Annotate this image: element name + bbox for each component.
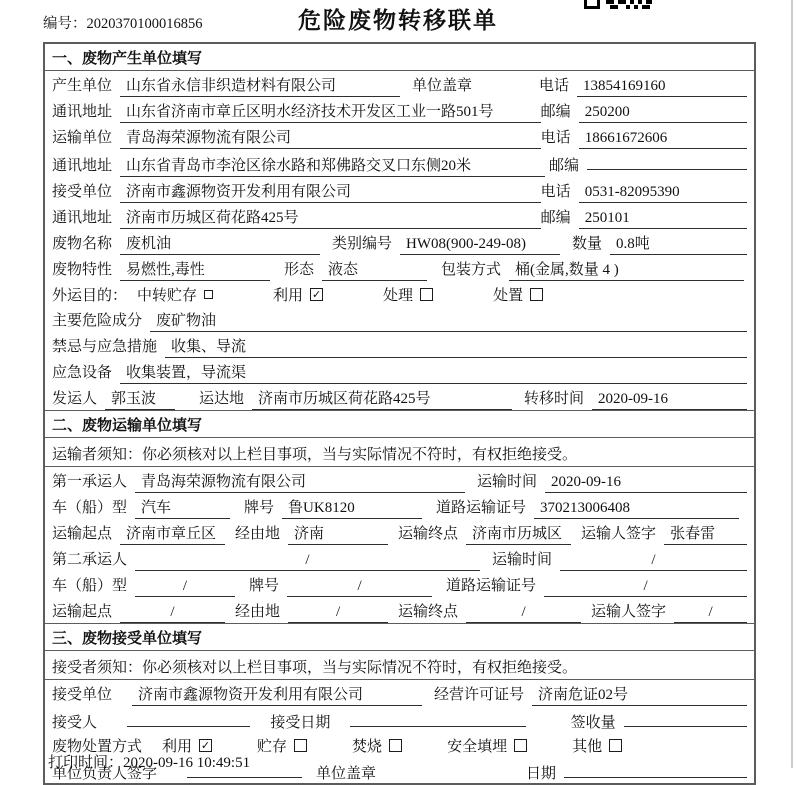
receiver-notice [45,651,754,680]
producer-zip-value: 250200 [579,104,747,123]
receiver-value: 济南市鑫源物资开发利用有限公司 [120,180,541,203]
carrier-sign-label: 运输人签字 [591,604,667,620]
zip-label: 邮编 [540,210,571,226]
license-value: 济南危证02号 [532,683,747,706]
phone-label: 电话 [538,78,569,94]
section1-heading: 一、废物产生单位填写 [45,44,754,71]
quantity-label: 数量 [572,236,603,252]
via-label: 经由地 [235,526,281,542]
serial-label: 编号： [43,16,87,32]
transfer-time-label: 转移时间 [524,391,585,407]
plate2-value: / [287,578,432,597]
equipment-value: 收集装置，导流渠 [120,361,747,384]
equipment-label: 应急设备 [52,365,113,381]
receiver-label: 接受单位 [52,184,113,200]
origin2-value: / [120,604,225,623]
section-producer [45,44,754,410]
shipper-label: 发运人 [52,391,98,407]
purpose-option-transfer-storage [137,284,213,305]
checkbox-utilize: ✓ [311,288,322,301]
receiving-date-value [350,709,525,727]
plate-label: 牌号 [244,500,275,516]
receiver-address-value: 济南市历城区荷花路425号 [120,206,541,229]
option-label: 中转贮存 [137,288,198,304]
purpose-option-dispose [493,284,543,305]
transfer-time-value: 2020-09-16 [592,391,747,410]
form-row [45,281,754,306]
section-transporter [45,410,754,623]
sign2-value: / [674,604,747,623]
signed-amount-label: 签收量 [570,715,616,731]
address-label: 通讯地址 [52,210,113,226]
endpoint2-value: / [466,604,581,623]
manifest-form [43,42,756,785]
checkbox-other [609,739,622,752]
carrier2-label: 第二承运人 [52,552,128,568]
destination-label: 运达地 [199,391,245,407]
form-row [45,384,754,410]
origin-label: 运输起点 [52,604,113,620]
traits-label: 废物特性 [52,262,113,278]
taboo-value: 收集、导流 [165,335,747,358]
receiver-zip-value: 250101 [579,210,747,229]
plate-label: 牌号 [249,578,280,594]
section2-heading: 二、废物运输单位填写 [45,410,754,438]
form-row [45,597,754,623]
traits-value: 易燃性,毒性 [120,258,270,281]
form-row [45,467,754,493]
producer-phone-value: 13854169160 [577,78,747,97]
transport-time-label: 运输时间 [492,552,553,568]
checkbox-transfer-storage [204,290,213,299]
carrier-sign-label: 运输人签字 [581,526,657,542]
packing-label: 包装方式 [441,262,502,278]
document-title: 危险废物转移联单 [298,7,498,33]
checkbox-incinerate [389,739,402,752]
quantity-value: 0.8吨 [610,232,747,255]
category-value: HW08(900-249-08) [400,236,560,255]
producer-label: 产生单位 [52,78,113,94]
option-label: 其他 [572,739,603,755]
license-label: 经营许可证号 [434,687,525,703]
form-row [45,519,754,545]
checkbox-landfill [514,739,527,752]
transporter-phone-value: 18661672606 [579,130,747,149]
receiving-person-label: 接受人 [52,715,98,731]
carrier2-time-value: / [560,552,747,571]
print-time [48,751,250,772]
disposal-option-incinerate [352,735,402,756]
notice-text: 接受者须知：你必须核对以上栏目事项，当与实际情况不符时，有权拒绝接受。 [52,660,578,676]
permit1-value: 370213006408 [534,500,739,519]
option-label: 处理 [383,288,414,304]
zip-label: 邮编 [540,104,571,120]
checkbox-treat [420,288,433,301]
purpose-option-utilize [273,284,323,305]
transporter-zip-value [587,152,747,170]
form-state-value: 液态 [322,258,427,281]
shipper-value: 郭玉波 [105,387,175,410]
vehicle-type-label: 车（船）型 [52,500,128,516]
form-row [45,123,754,149]
plate1-value: 鲁UK8120 [282,496,422,519]
via-label: 经由地 [235,604,281,620]
transporter-value: 青岛海荣源物流有限公司 [120,126,541,149]
option-label: 利用 [273,288,304,304]
serial-value: 2020370100016856 [86,16,203,32]
document-header [0,0,796,40]
receiver-phone-value: 0531-82095390 [579,184,747,203]
purpose-option-treat [383,284,433,305]
taboo-label: 禁忌与应急措施 [52,339,158,355]
permit2-value: / [544,578,747,597]
category-label: 类别编号 [332,236,393,252]
form-row [45,332,754,358]
hazard-value: 废矿物油 [150,309,747,332]
road-permit-label: 道路运输证号 [436,500,527,516]
address-label: 通讯地址 [52,158,113,174]
page-edge-line [791,0,793,768]
form-row [45,706,754,732]
form-state-label: 形态 [284,262,315,278]
option-label: 贮存 [257,739,288,755]
notice-text: 运输者须知：你必须核对以上栏目事项，当与实际情况不符时，有权拒绝接受。 [52,447,578,463]
option-label: 处置 [493,288,524,304]
via1-value: 济南 [288,522,388,545]
vehicle2-value: / [135,578,235,597]
form-row [45,97,754,123]
checkbox-dispose [530,288,543,301]
unit-seal-label: 单位盖章 [412,78,473,94]
phone-label: 电话 [540,130,571,146]
form-row [45,255,754,281]
receiving-unit-label: 接受单位 [52,687,113,703]
transporter-notice [45,438,754,467]
manager-sign-label: 单位负责人签字 [52,766,158,782]
disposal-method-label: 废物处置方式 [52,739,143,755]
carrier1-label: 第一承运人 [52,474,128,490]
form-row [45,229,754,255]
producer-address-value: 山东省济南市章丘区明水经济技术开发区工业一路501号 [120,100,541,123]
endpoint-label: 运输终点 [398,604,459,620]
form-row [45,571,754,597]
checkbox-utilize: ✓ [200,739,211,752]
form-row [45,203,754,229]
origin-label: 运输起点 [52,526,113,542]
option-label: 焚烧 [352,739,383,755]
form-row [45,306,754,332]
form-row [45,545,754,571]
date-value [564,760,747,778]
form-row [45,71,754,97]
vehicle-type-label: 车（船）型 [52,578,128,594]
sign1-value: 张春雷 [664,522,747,545]
signed-amount-value [624,709,747,727]
receiving-person-value [127,709,250,727]
transporter-address-value: 山东省青岛市李沧区徐水路和郑佛路交叉口东侧20米 [120,154,545,177]
form-row [45,177,754,203]
form-row [45,680,754,706]
waste-name-label: 废物名称 [52,236,113,252]
receiving-date-label: 接受日期 [270,715,331,731]
carrier1-time-value: 2020-09-16 [545,474,747,493]
form-row [45,149,754,177]
carrier2-value: / [135,552,480,571]
carrier1-value: 青岛海荣源物流有限公司 [135,470,465,493]
producer-value: 山东省永信非织造材料有限公司 [120,74,400,97]
hazard-label: 主要危险成分 [52,313,143,329]
road-permit-label: 道路运输证号 [446,578,537,594]
checkbox-store [294,739,307,752]
print-time-label: 打印时间： [48,755,124,771]
section3-heading: 三、废物接受单位填写 [45,623,754,651]
endpoint-label: 运输终点 [398,526,459,542]
unit-seal-label: 单位盖章 [316,766,377,782]
disposal-option-store [257,735,307,756]
transport-time-label: 运输时间 [477,474,538,490]
destination-value: 济南市历城区荷花路425号 [252,387,512,410]
via2-value: / [288,604,388,623]
option-label: 利用 [162,739,193,755]
form-row [45,493,754,519]
waste-name-value: 废机油 [120,232,320,255]
option-label: 安全填埋 [447,739,508,755]
print-time-value: 2020-09-16 10:49:51 [123,755,251,771]
vehicle1-value: 汽车 [135,496,230,519]
endpoint1-value: 济南市历城区 [466,522,571,545]
address-label: 通讯地址 [52,104,113,120]
purpose-label: 外运目的： [52,288,128,304]
origin1-value: 济南市章丘区 [120,522,225,545]
packing-value: 桶(金属,数量 4 ) [509,258,744,281]
transporter-label: 运输单位 [52,130,113,146]
disposal-option-landfill [447,735,527,756]
date-label: 日期 [526,766,557,782]
disposal-option-other [572,735,622,756]
receiving-unit-value: 济南市鑫源物资开发利用有限公司 [132,683,422,706]
zip-label: 邮编 [548,158,579,174]
form-row [45,358,754,384]
phone-label: 电话 [540,184,571,200]
